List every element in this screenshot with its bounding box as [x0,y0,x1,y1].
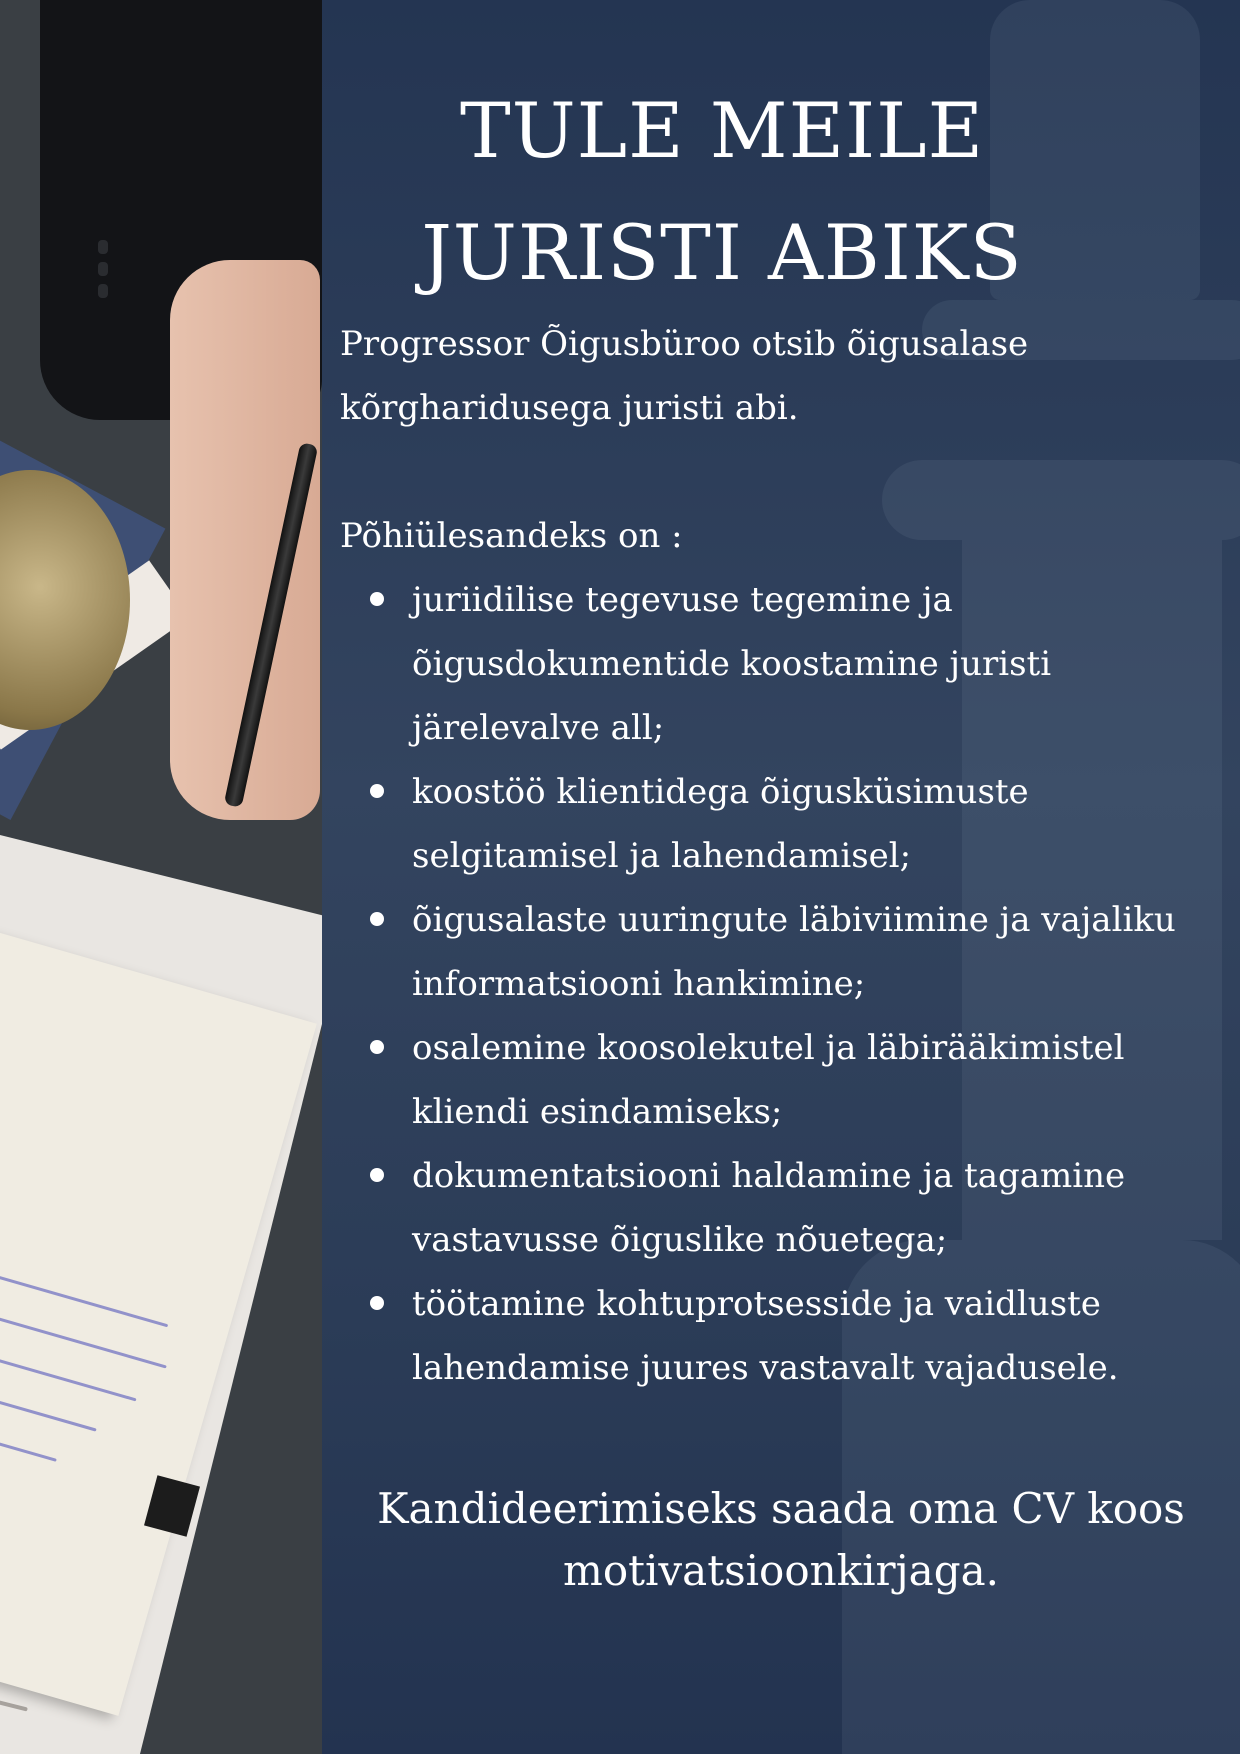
title-line-1: TULE MEILE [459,86,985,175]
jacket-button [98,262,108,276]
handwriting [0,1332,137,1401]
bullet-icon [370,1296,384,1310]
jacket-button [98,240,108,254]
list-item [340,760,1230,888]
list-item [340,568,1230,760]
list-item-text: koostöö klientidega õigusküsimuste selgitamisel ja lahendamisel; [412,772,1029,876]
list-item [340,1016,1230,1144]
bullet-icon [370,1040,384,1054]
bullet-icon [370,912,384,926]
list-item-text: töötamine kohtuprotsesside ja vaidluste lahendamise juures vastavalt vajadusele. [412,1284,1119,1388]
list-item [340,1272,1230,1400]
bullet-icon [370,784,384,798]
list-item [340,888,1230,1016]
jacket-button [98,284,108,298]
page-title [322,70,1122,314]
list-item-text: õigusalaste uuringute läbiviimine ja vajaliku informatsiooni hankimine; [412,900,1176,1004]
list-item [340,1144,1230,1272]
call-to-action: Kandideerimiseks saada oma CV koos motivatsioonkirjaga. [377,1484,1185,1595]
list-item-text: osalemine koosolekutel ja läbirääkimistel kliendi esindamiseks; [412,1028,1125,1132]
intro-text: Progressor Õigusbüroo otsib õigusalase kõrgharidusega juristi abi. [340,324,1029,428]
tasks-list [340,568,1230,1400]
list-item-text: dokumentatsiooni haldamine ja tagamine vastavusse õiguslike nõuetega; [412,1156,1126,1260]
job-ad-panel [322,0,1240,1754]
title-line-2: JURISTI ABIKS [421,208,1023,297]
office-photo [0,0,322,1754]
bullet-icon [370,592,384,606]
handwriting [0,1255,168,1327]
bullet-icon [370,1168,384,1182]
list-item-text: juriidilise tegevuse tegemine ja õigusdokumentide koostamine juristi järelevalve all; [412,580,1052,748]
handwriting [0,1415,57,1462]
tasks-heading: Põhiülesandeks on : [340,516,683,556]
